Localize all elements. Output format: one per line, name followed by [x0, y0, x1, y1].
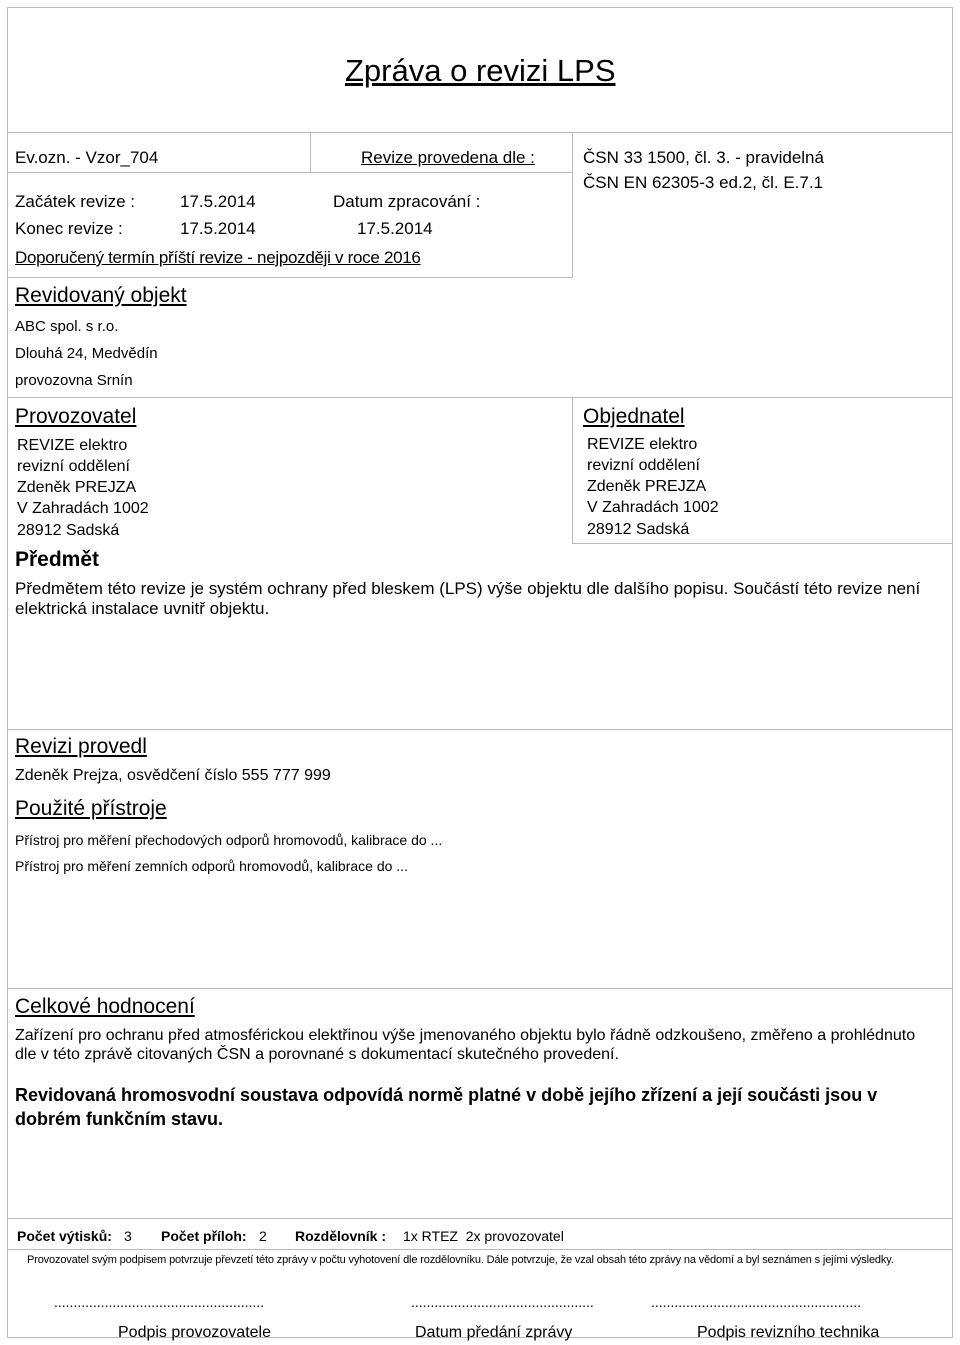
objekt-line: Dlouhá 24, Medvědín — [15, 345, 158, 362]
provozovatel-line: revizní oddělení — [17, 458, 130, 475]
revizi-provedl-heading: Revizi provedl — [15, 735, 147, 758]
objekt-divider — [7, 397, 953, 398]
zacatek-label: Začátek revize : — [15, 192, 135, 211]
sign-technik: Podpis revizního technika — [697, 1324, 880, 1341]
rozdelovnik-value: 1x RTEZ 2x provozovatel — [403, 1228, 564, 1244]
header-bottom-divider — [7, 277, 573, 278]
norm-line-1: ČSN 33 1500, čl. 3. - pravidelná — [583, 148, 824, 167]
objekt-line: ABC spol. s r.o. — [15, 318, 119, 335]
hodnoceni-conclusion: Revidovaná hromosvodní soustava odpovídá normě platné v době jejího zřízení a její součásti jsou v dobrém funkčním stavu. — [15, 1085, 878, 1129]
pristroj-item: Přístroj pro měření zemních odporů hromovodů, kalibrace do ... — [15, 858, 408, 874]
hodnoceni-text: Zařízení pro ochranu před atmosférickou elektřinou výše jmenovaného objektu bylo řádně odzkoušeno, změřeno a prohlédnuto dle v této zprávě citovaných ČSN a porovnané s dokumentací skutečného provedení. — [15, 1027, 916, 1063]
sign-provozovatel: Podpis provozovatele — [118, 1324, 271, 1341]
objekt-heading: Revidovaný objekt — [15, 284, 187, 307]
objednatel-line: REVIZE elektro — [587, 436, 698, 453]
footer-disclaimer: Provozovatel svým podpisem potvrzuje převzetí této zprávy v počtu vyhotovení dle rozdělovníku. Dále potvrzuje, že vzal obsah této zprávy na vědomí a byl seznámen s jejími výsledky. — [27, 1254, 894, 1266]
predmet-heading: Předmět — [15, 548, 100, 571]
datum-zpracovani-value: 17.5.2014 — [357, 219, 433, 238]
signature-dots: ............................................... — [411, 1294, 594, 1310]
provozovatel-line: V Zahradách 1002 — [17, 500, 149, 517]
konec-label: Konec revize : — [15, 219, 123, 238]
pocet-priloh-label: Počet příloh: — [161, 1228, 247, 1244]
title-divider — [7, 132, 953, 133]
pristroje-heading: Použité přístroje — [15, 797, 167, 820]
datum-zpracovani-label: Datum zpracování : — [333, 192, 481, 211]
header-divider-h — [7, 172, 573, 173]
doporuceny-termin: Doporučený termín příští revize - nejpozději v roce 2016 — [15, 248, 421, 267]
pocet-vytisku-label: Počet výtisků: — [17, 1228, 112, 1244]
hodnoceni-divider — [7, 1218, 953, 1219]
ev-ozn: Ev.ozn. - Vzor_704 — [15, 148, 159, 167]
revizi-provedl-text: Zdeněk Prejza, osvědčení číslo 555 777 999 — [15, 767, 331, 784]
norm-line-2: ČSN EN 62305-3 ed.2, čl. E.7.1 — [583, 173, 824, 192]
pocet-priloh-value: 2 — [259, 1228, 267, 1244]
document-title: Zpráva o revizi LPS — [345, 53, 616, 88]
objednatel-line: Zdeněk PREJZA — [587, 478, 707, 495]
signature-dots: ...................................................... — [651, 1294, 862, 1310]
pristroje-divider — [7, 988, 953, 989]
header-divider-v — [572, 132, 573, 277]
provozovatel-line: REVIZE elektro — [17, 437, 128, 454]
objednatel-line: V Zahradách 1002 — [587, 499, 719, 516]
party-divider-v — [572, 397, 573, 544]
rozdelovnik-label: Rozdělovník : — [295, 1228, 387, 1244]
sign-datum: Datum předání zprávy — [415, 1324, 573, 1341]
provozovatel-heading: Provozovatel — [15, 405, 137, 428]
predmet-text: Předmětem této revize je systém ochrany před bleskem (LPS) výše objektu dle dalšího popisu. Součástí této revize není elektrická instalace uvnitř objektu. — [15, 579, 921, 618]
objednatel-heading: Objednatel — [583, 405, 685, 428]
konec-value: 17.5.2014 — [180, 219, 256, 238]
party-divider-h — [572, 543, 953, 544]
hodnoceni-heading: Celkové hodnocení — [15, 995, 195, 1018]
header-divider-v-left — [310, 132, 311, 172]
objednatel-line: revizní oddělení — [587, 457, 700, 474]
pocet-vytisku-value: 3 — [124, 1228, 132, 1244]
revize-provedena-label: Revize provedena dle : — [361, 148, 535, 167]
provozovatel-line: Zdeněk PREJZA — [17, 479, 137, 496]
footer-divider — [7, 1249, 953, 1250]
provozovatel-line: 28912 Sadská — [17, 522, 120, 539]
objekt-line: provozovna Srnín — [15, 372, 133, 389]
objednatel-line: 28912 Sadská — [587, 521, 690, 538]
predmet-divider — [7, 729, 953, 730]
signature-dots: ...................................................... — [54, 1294, 265, 1310]
pristroj-item: Přístroj pro měření přechodových odporů hromovodů, kalibrace do ... — [15, 832, 443, 848]
zacatek-value: 17.5.2014 — [180, 192, 256, 211]
